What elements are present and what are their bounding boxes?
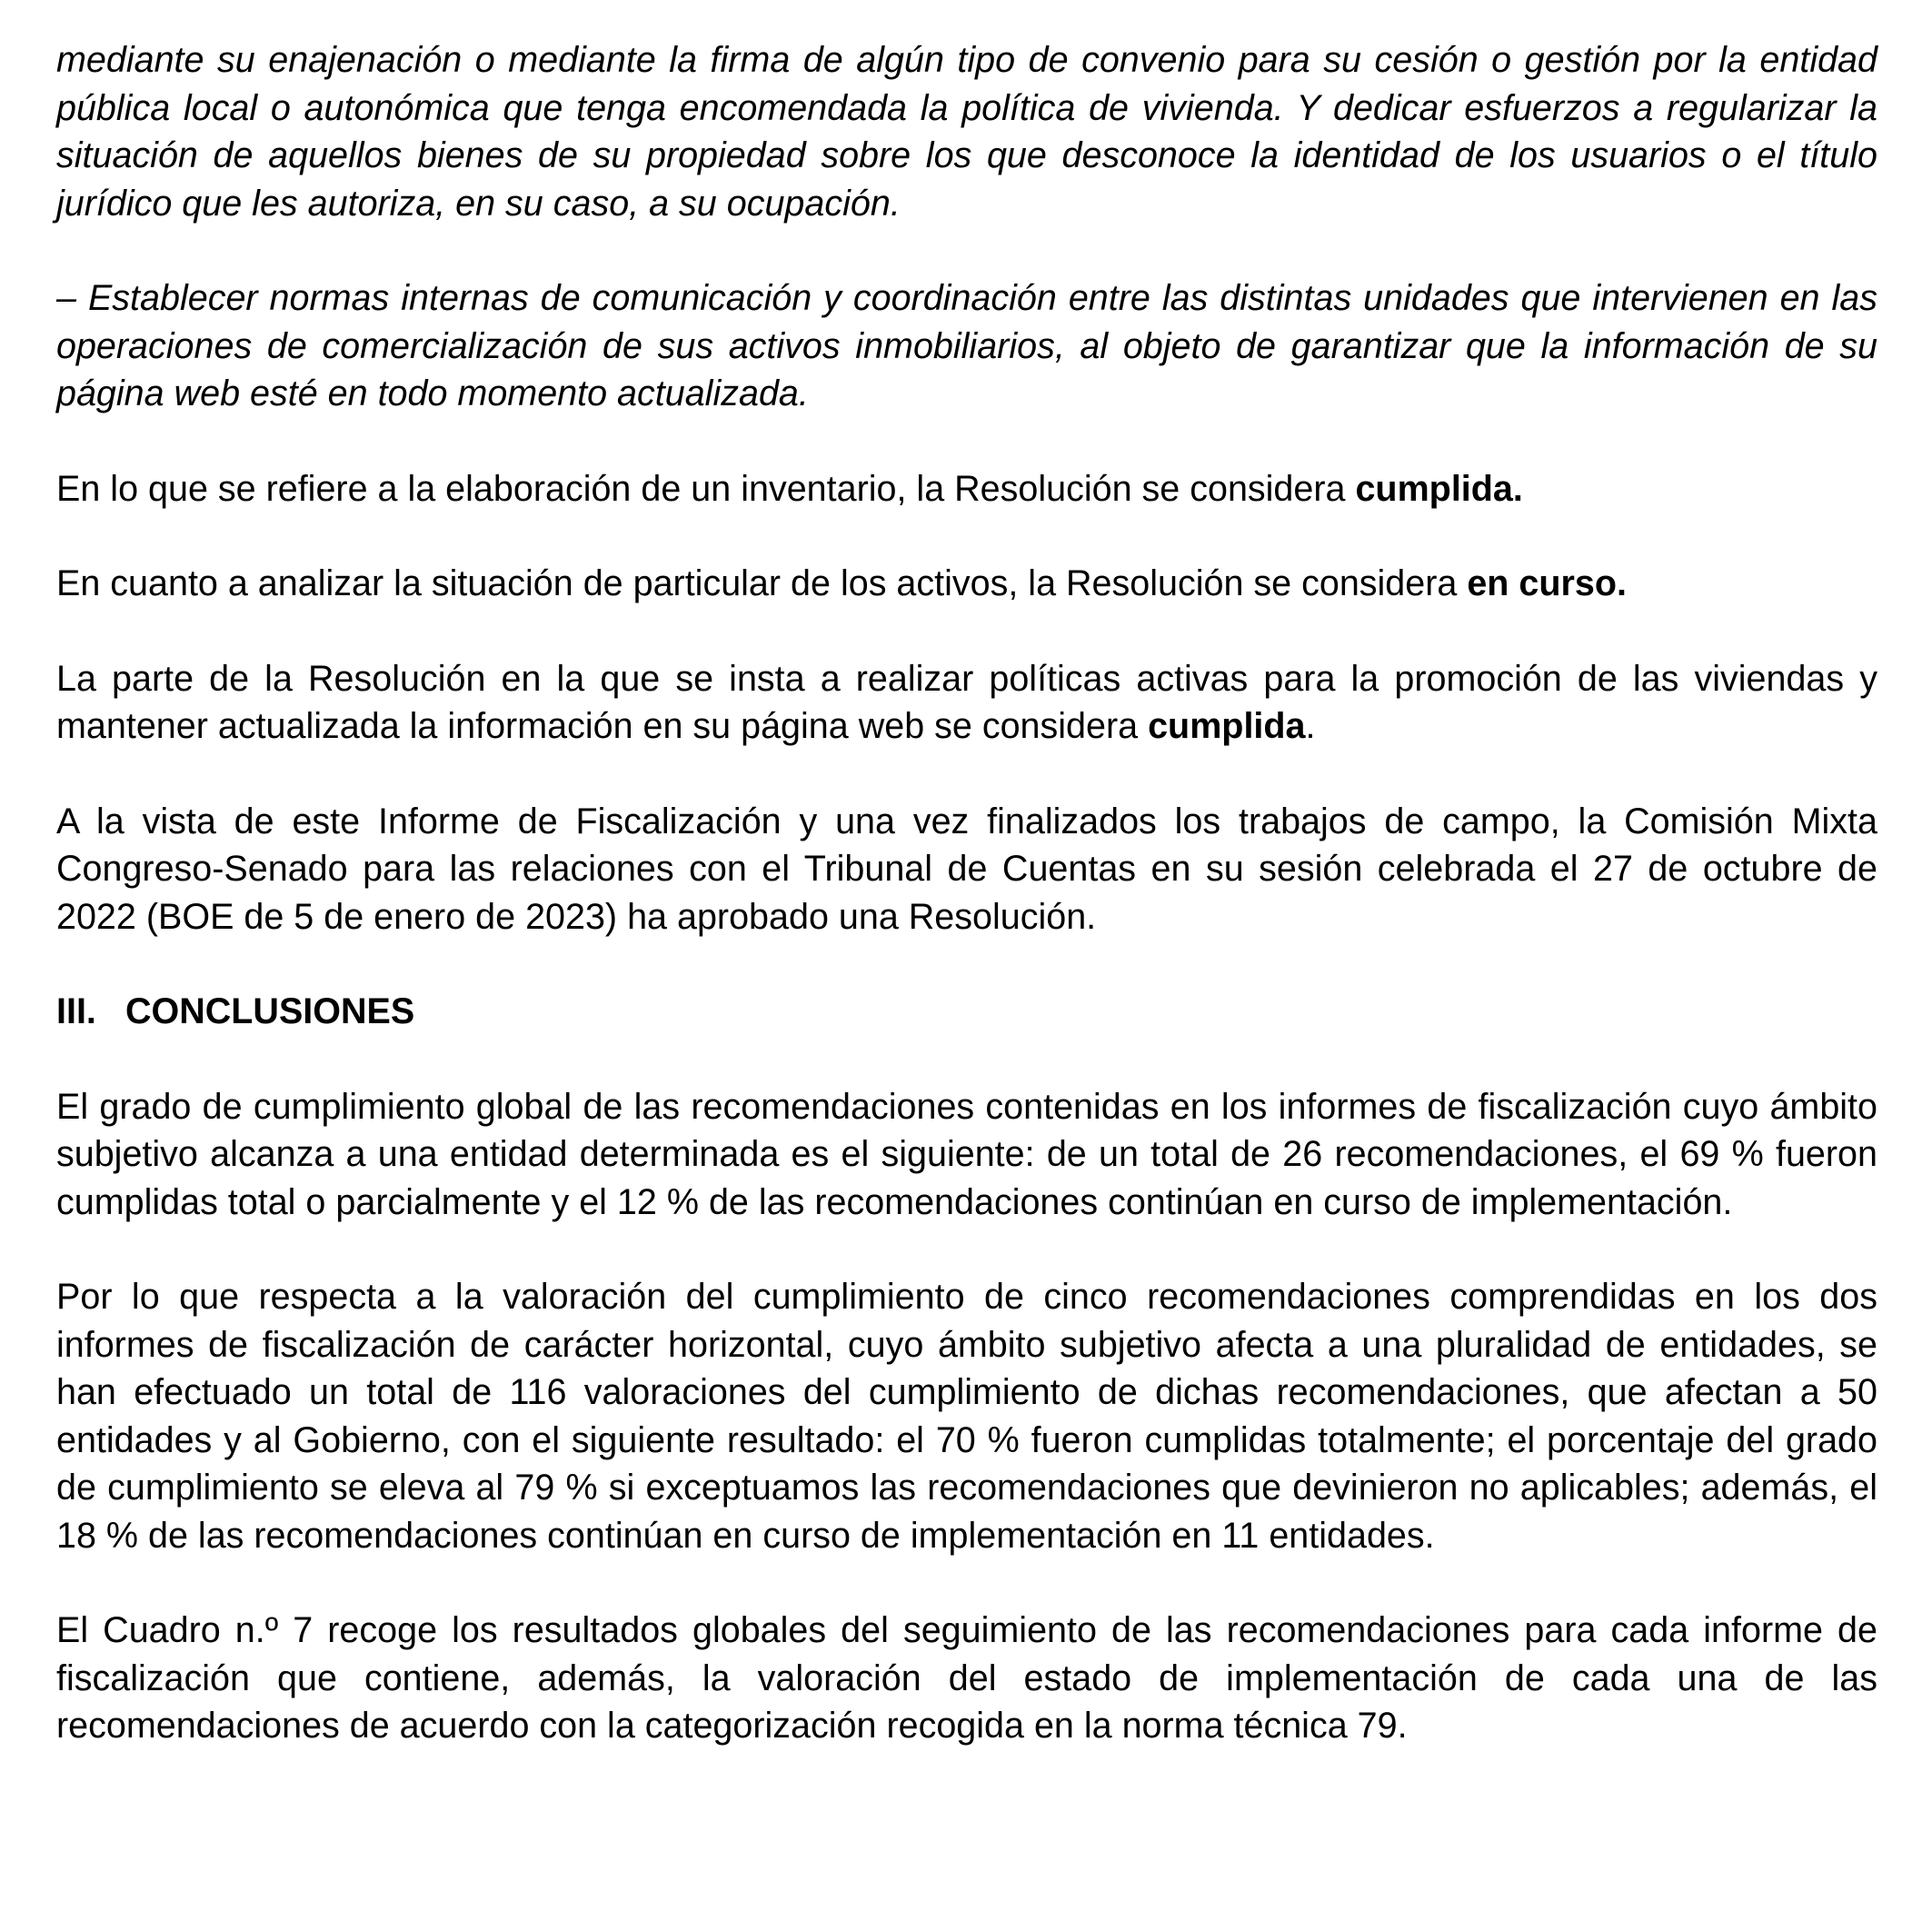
recommendation-bullet-paragraph: – Establecer normas internas de comunicación y coordinación entre las distintas unidades que intervienen en las operaciones de comercialización de sus activos inmobiliarios, al objeto de garantizar que la información de su página web esté en todo momento actualizada.	[56, 278, 1877, 413]
section-number: III.	[56, 991, 96, 1031]
conclusion-paragraph-1: El grado de cumplimiento global de las recomendaciones contenidas en los informes de fiscalización cuyo ámbito subjetivo alcanza a una entidad determinada es el siguiente: de un total de 26 recomendaciones, el 69 % fueron cumplidas total o parcialmente y el 12 % de las recomendaciones continúan en curso de implementación.	[56, 1086, 1877, 1222]
inventory-status-text: En lo que se refiere a la elaboración de un inventario, la Resolución se considera	[56, 468, 1356, 509]
assets-status-paragraph	[56, 560, 1877, 608]
website-status-end: .	[1305, 706, 1316, 746]
inventory-status-paragraph	[56, 465, 1877, 513]
commission-resolution-paragraph: A la vista de este Informe de Fiscalización y una vez finalizados los trabajos de campo, la Comisión Mixta Congreso-Senado para las relaciones con el Tribunal de Cuentas en su sesión celebrada el 27 de octubre de 2022 (BOE de 5 de enero de 2023) ha aprobado una Resolución.	[56, 801, 1877, 937]
assets-status-text: En cuanto a analizar la situación de particular de los activos, la Resolución se considera	[56, 563, 1468, 603]
section-title: CONCLUSIONES	[125, 991, 415, 1031]
conclusion-paragraph-2: Por lo que respecta a la valoración del cumplimiento de cinco recomendaciones comprendidas en los dos informes de fiscalización de carácter horizontal, cuyo ámbito subjetivo afecta a una pluralidad de entidades, se han efectuado un total de 116 valoraciones del cumplimiento de dichas recomendaciones, que afectan a 50 entidades y al Gobierno, con el siguiente resultado: el 70 % fueron cumplidas totalmente; el porcentaje del grado de cumplimiento se eleva al 79 % si exceptuamos las recomendaciones que devinieron no aplicables; además, el 18 % de las recomendaciones continúan en curso de implementación en 11 entidades.	[56, 1277, 1877, 1556]
inventory-status-value: cumplida.	[1355, 468, 1523, 509]
recommendation-continuation-paragraph: mediante su enajenación o mediante la firma de algún tipo de convenio para su cesión o gestión por la entidad pública local o autonómica que tenga encomendada la política de vivienda. Y dedicar esfuerzos a regularizar la situación de aquellos bienes de su propiedad sobre los que desconoce la identidad de los usuarios o el título jurídico que les autoriza, en su caso, a su ocupación.	[56, 40, 1877, 224]
conclusion-paragraph-3: El Cuadro n.º 7 recoge los resultados globales del seguimiento de las recomendaciones para cada informe de fiscalización que contiene, además, la valoración del estado de implementación de cada una de las recomendaciones de acuerdo con la categorización recogida en la norma técnica 79.	[56, 1610, 1877, 1746]
document-page	[56, 36, 1877, 1797]
website-status-text: La parte de la Resolución en la que se insta a realizar políticas activas para la promoción de las viviendas y mantener actualizada la información en su página web se considera	[56, 658, 1877, 746]
section-heading	[56, 988, 1877, 1036]
website-status-value: cumplida	[1148, 706, 1306, 746]
assets-status-value: en curso.	[1467, 563, 1627, 603]
website-status-paragraph	[56, 655, 1877, 751]
